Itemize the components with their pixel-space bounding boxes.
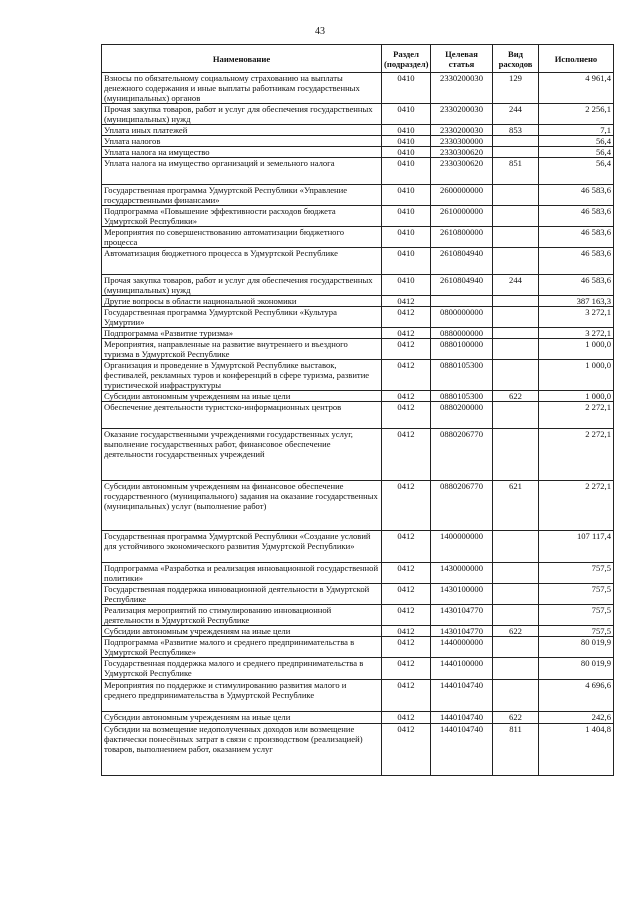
cell-razdel: 0410 [382,104,431,125]
cell-vid: 851 [493,158,539,185]
cell-ispolneno: 3 272,1 [539,307,614,328]
cell-name: Государственная программа Удмуртской Республики «Культура Удмуртии» [102,307,382,328]
cell-razdel: 0410 [382,227,431,248]
cell-vid [493,185,539,206]
cell-vid [493,248,539,275]
cell-ispolneno: 46 583,6 [539,185,614,206]
cell-razdel: 0412 [382,563,431,584]
cell-vid [493,531,539,563]
cell-razdel: 0412 [382,605,431,626]
cell-ispolneno: 1 000,0 [539,391,614,402]
cell-vid [493,637,539,658]
cell-vid [493,429,539,481]
cell-celevaya: 1430104770 [431,605,493,626]
cell-ispolneno: 4 696,6 [539,680,614,712]
cell-vid: 622 [493,391,539,402]
table-row [102,391,614,402]
cell-ispolneno: 46 583,6 [539,227,614,248]
cell-razdel: 0410 [382,206,431,227]
cell-vid [493,680,539,712]
cell-ispolneno: 46 583,6 [539,206,614,227]
table-row [102,125,614,136]
cell-ispolneno: 3 272,1 [539,328,614,339]
cell-name: Подпрограмма «Повышение эффективности расходов бюджета Удмуртской Республики» [102,206,382,227]
cell-ispolneno: 80 019,9 [539,658,614,680]
table-row [102,584,614,605]
cell-celevaya: 2330200030 [431,73,493,104]
cell-name: Прочая закупка товаров, работ и услуг для обеспечения государственных (муниципальных) нужд [102,104,382,125]
table-row [102,724,614,776]
cell-celevaya: 0880100000 [431,339,493,360]
cell-celevaya: 0880000000 [431,328,493,339]
cell-name: Субсидии автономным учреждениям на финансовое обеспечение государственного (муниципального) задания на оказание государственных (муниципальных) услуг (выполнение работ) [102,481,382,531]
cell-razdel: 0412 [382,584,431,605]
cell-celevaya: 0880105300 [431,360,493,391]
cell-ispolneno: 1 000,0 [539,360,614,391]
table-row [102,531,614,563]
cell-vid [493,307,539,328]
cell-name: Субсидии автономным учреждениям на иные цели [102,626,382,637]
cell-ispolneno: 7,1 [539,125,614,136]
cell-ispolneno: 757,5 [539,584,614,605]
table-row [102,328,614,339]
cell-name: Уплата налогов [102,136,382,147]
cell-razdel: 0412 [382,339,431,360]
cell-vid [493,360,539,391]
cell-vid [493,227,539,248]
cell-vid [493,563,539,584]
cell-ispolneno: 1 000,0 [539,339,614,360]
cell-celevaya: 1440104740 [431,712,493,724]
cell-vid: 244 [493,275,539,296]
table-row [102,680,614,712]
cell-ispolneno: 107 117,4 [539,531,614,563]
cell-razdel: 0412 [382,481,431,531]
cell-razdel: 0412 [382,637,431,658]
table-row [102,658,614,680]
cell-razdel: 0412 [382,658,431,680]
cell-name: Обеспечение деятельности туристско-информационных центров [102,402,382,429]
cell-name: Государственная поддержка инновационной деятельности в Удмуртской Республике [102,584,382,605]
cell-name: Государственная поддержка малого и среднего предпринимательства в Удмуртской Республике [102,658,382,680]
cell-razdel: 0410 [382,275,431,296]
table-row [102,248,614,275]
table-row [102,563,614,584]
cell-celevaya: 2330300620 [431,147,493,158]
cell-ispolneno: 2 272,1 [539,402,614,429]
cell-razdel: 0412 [382,391,431,402]
cell-ispolneno: 757,5 [539,563,614,584]
cell-vid [493,402,539,429]
cell-vid [493,296,539,307]
cell-name: Прочая закупка товаров, работ и услуг для обеспечения государственных (муниципальных) нужд [102,275,382,296]
cell-celevaya: 2330300000 [431,136,493,147]
cell-razdel: 0410 [382,158,431,185]
cell-vid [493,339,539,360]
cell-name: Автоматизация бюджетного процесса в Удмуртской Республике [102,248,382,275]
table-row [102,104,614,125]
cell-celevaya: 0800000000 [431,307,493,328]
header-ispolneno: Исполнено [539,45,614,73]
table-row [102,712,614,724]
cell-razdel: 0410 [382,73,431,104]
cell-razdel: 0412 [382,712,431,724]
cell-razdel: 0412 [382,429,431,481]
cell-vid [493,658,539,680]
header-row [102,45,614,73]
cell-ispolneno: 2 272,1 [539,429,614,481]
cell-name: Субсидии автономным учреждениям на иные цели [102,391,382,402]
cell-name: Уплата налога на имущество [102,147,382,158]
cell-ispolneno: 56,4 [539,136,614,147]
cell-vid [493,206,539,227]
cell-ispolneno: 2 272,1 [539,481,614,531]
cell-razdel: 0410 [382,136,431,147]
cell-name: Субсидии на возмещение недополученных доходов или возмещение фактически понесённых затрат в связи с производством (реализацией) товаров, выполнением работ, оказанием услуг [102,724,382,776]
cell-celevaya: 1430104770 [431,626,493,637]
table-row [102,605,614,626]
cell-celevaya: 2610804940 [431,248,493,275]
table-row [102,185,614,206]
cell-celevaya: 0880105300 [431,391,493,402]
cell-celevaya: 1440100000 [431,658,493,680]
cell-celevaya: 1430100000 [431,584,493,605]
cell-name: Подпрограмма «Разработка и реализация инновационной государственной политики» [102,563,382,584]
table-row [102,637,614,658]
cell-celevaya: 1440000000 [431,637,493,658]
cell-name: Уплата налога на имущество организаций и земельного налога [102,158,382,185]
cell-celevaya: 0880206770 [431,429,493,481]
cell-name: Подпрограмма «Развитие туризма» [102,328,382,339]
cell-name: Другие вопросы в области национальной экономики [102,296,382,307]
table-row [102,136,614,147]
header-name: Наименование [102,45,382,73]
cell-ispolneno: 46 583,6 [539,248,614,275]
table-row [102,429,614,481]
cell-vid [493,136,539,147]
cell-vid: 622 [493,626,539,637]
cell-razdel: 0410 [382,248,431,275]
cell-ispolneno: 387 163,3 [539,296,614,307]
cell-name: Организация и проведение в Удмуртской Республике выставок, фестивалей, рекламных туров и конференций в сфере туризма, развитие туристической инфраструктуры [102,360,382,391]
cell-vid: 811 [493,724,539,776]
cell-celevaya: 2610000000 [431,206,493,227]
cell-celevaya: 2610804940 [431,275,493,296]
cell-celevaya: 2330200030 [431,104,493,125]
cell-razdel: 0412 [382,296,431,307]
cell-celevaya: 1440104740 [431,724,493,776]
table-body [102,73,614,776]
page-number: 43 [315,26,325,37]
cell-name: Реализация мероприятий по стимулированию инновационной деятельности в Удмуртской Республике [102,605,382,626]
cell-ispolneno: 46 583,6 [539,275,614,296]
cell-razdel: 0412 [382,402,431,429]
cell-razdel: 0410 [382,125,431,136]
cell-razdel: 0410 [382,147,431,158]
cell-ispolneno: 4 961,4 [539,73,614,104]
table-row [102,227,614,248]
table-row [102,402,614,429]
cell-vid [493,584,539,605]
cell-name: Подпрограмма «Развитие малого и среднего предпринимательства в Удмуртской Республике» [102,637,382,658]
cell-name: Уплата иных платежей [102,125,382,136]
cell-ispolneno: 2 256,1 [539,104,614,125]
cell-ispolneno: 80 019,9 [539,637,614,658]
cell-name: Государственная программа Удмуртской Республики «Управление государственными финансами» [102,185,382,206]
cell-razdel: 0410 [382,185,431,206]
cell-celevaya: 2330200030 [431,125,493,136]
cell-celevaya: 0880200000 [431,402,493,429]
budget-table [101,44,614,776]
cell-vid [493,328,539,339]
cell-razdel: 0412 [382,531,431,563]
cell-celevaya [431,296,493,307]
table-row [102,307,614,328]
cell-razdel: 0412 [382,360,431,391]
cell-name: Государственная программа Удмуртской Республики «Создание условий для устойчивого экономического развития Удмуртской Республики» [102,531,382,563]
cell-celevaya: 1400000000 [431,531,493,563]
cell-celevaya: 2330300620 [431,158,493,185]
cell-ispolneno: 757,5 [539,605,614,626]
cell-celevaya: 1440104740 [431,680,493,712]
cell-ispolneno: 56,4 [539,158,614,185]
cell-celevaya: 1430000000 [431,563,493,584]
cell-razdel: 0412 [382,307,431,328]
cell-name: Оказание государственными учреждениями государственных услуг, выполнение государственных работ, финансовое обеспечение деятельности государственных учреждений [102,429,382,481]
header-razdel: Раздел (подраздел) [382,45,431,73]
cell-name: Мероприятия по совершенствованию автоматизации бюджетного процесса [102,227,382,248]
header-celevaya: Целевая статья [431,45,493,73]
cell-celevaya: 0880206770 [431,481,493,531]
cell-vid [493,147,539,158]
table-row [102,206,614,227]
table-row [102,626,614,637]
cell-name: Мероприятия, направленные на развитие внутреннего и въездного туризма в Удмуртской Республике [102,339,382,360]
header-vid: Вид расходов [493,45,539,73]
cell-vid: 853 [493,125,539,136]
cell-razdel: 0412 [382,680,431,712]
cell-razdel: 0412 [382,626,431,637]
table-row [102,339,614,360]
table-row [102,147,614,158]
cell-razdel: 0412 [382,724,431,776]
table-row [102,481,614,531]
cell-celevaya: 2600000000 [431,185,493,206]
cell-ispolneno: 757,5 [539,626,614,637]
cell-vid [493,605,539,626]
table-row [102,158,614,185]
cell-razdel: 0412 [382,328,431,339]
cell-vid: 129 [493,73,539,104]
cell-ispolneno: 242,6 [539,712,614,724]
table-row [102,296,614,307]
cell-name: Мероприятия по поддержке и стимулированию развития малого и среднего предпринимательства в Удмуртской Республике [102,680,382,712]
table-row [102,275,614,296]
table-row [102,73,614,104]
cell-name: Субсидии автономным учреждениям на иные цели [102,712,382,724]
cell-vid: 622 [493,712,539,724]
cell-ispolneno: 56,4 [539,147,614,158]
cell-ispolneno: 1 404,8 [539,724,614,776]
cell-celevaya: 2610800000 [431,227,493,248]
cell-vid: 244 [493,104,539,125]
cell-vid: 621 [493,481,539,531]
table-row [102,360,614,391]
cell-name: Взносы по обязательному социальному страхованию на выплаты денежного содержания и иные выплаты работникам государственных (муниципальных) органов [102,73,382,104]
